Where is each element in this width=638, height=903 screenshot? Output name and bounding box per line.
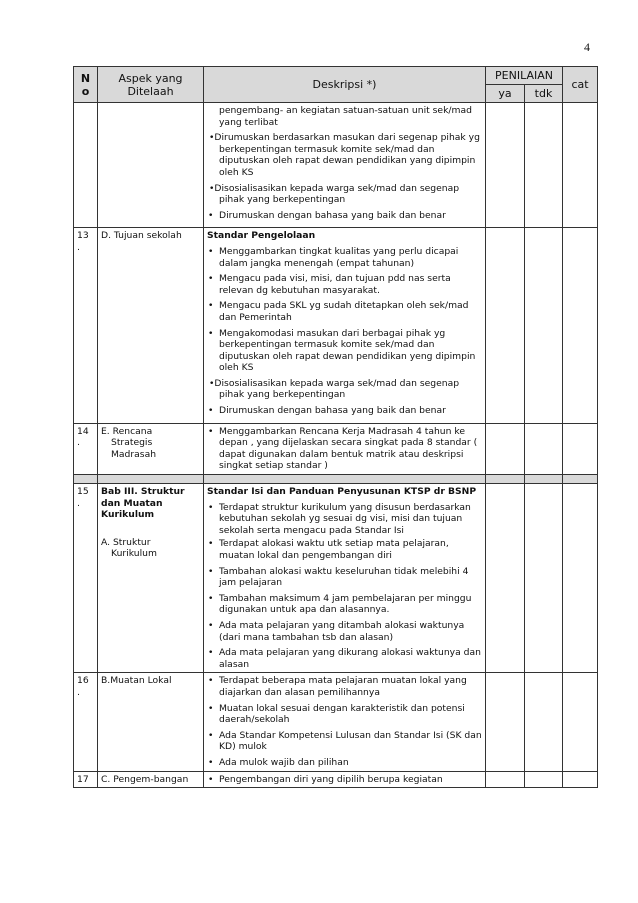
bullet-icon: • bbox=[208, 405, 214, 417]
cell-no: 13 . bbox=[74, 228, 98, 423]
bullet-list bbox=[207, 132, 482, 221]
list-item: • Mengacu pada SKL yg sudah ditetapkan oleh sek/mad dan Pemerintah bbox=[208, 300, 469, 323]
list-item: • Menggambarkan Rencana Kerja Madrasah 4 tahun ke depan , yang dijelaskan secara singkat pada 8 standar ( dapat digunakan dalam bentuk matrik atau deskripsi singkat setiap standar ) bbox=[208, 425, 478, 472]
cell-tdk[interactable] bbox=[525, 228, 563, 423]
bullet-icon: • bbox=[209, 182, 215, 194]
cell-deskripsi bbox=[204, 423, 486, 474]
list-item: • Ada mulok wajib dan pilihan bbox=[208, 756, 349, 768]
list-item: • Tambahan maksimum 4 jam pembelajaran per minggu digunakan untuk apa dan alasannya. bbox=[208, 592, 472, 616]
cell-ya[interactable] bbox=[486, 673, 525, 771]
cell-no: 17 bbox=[74, 771, 98, 788]
continued-text: pengembang- an kegiatan satuan-satuan unit sek/mad yang terlibat bbox=[219, 105, 472, 128]
bullet-icon: • bbox=[208, 209, 214, 221]
table-row bbox=[74, 423, 598, 474]
cell-aspek bbox=[98, 484, 204, 673]
section-heading: Standar Pengelolaan bbox=[207, 230, 316, 242]
bullet-icon: • bbox=[208, 565, 214, 577]
list-item: • Ada mata pelajaran yang ditambah alokasi waktunya (dari mana tambahan tsb dan alasan) bbox=[208, 619, 465, 643]
bullet-icon: • bbox=[208, 501, 214, 513]
aspek-line: Madrasah bbox=[111, 448, 157, 460]
cell-ya[interactable] bbox=[486, 484, 525, 673]
cell-cat[interactable] bbox=[563, 228, 598, 423]
header-no: N o bbox=[74, 67, 98, 103]
separator-cell bbox=[486, 475, 525, 484]
cell-aspek: B.Muatan Lokal bbox=[98, 673, 204, 771]
list-item: •Disosialisasikan kepada warga sek/mad dan segenap pihak yang berkepentingan bbox=[209, 182, 460, 206]
bullet-list bbox=[207, 246, 482, 417]
aspek-line: Kurikulum bbox=[111, 548, 157, 560]
bullet-icon: • bbox=[208, 756, 214, 768]
table-row bbox=[74, 673, 598, 771]
cell-ya[interactable] bbox=[486, 103, 525, 228]
list-item: • Terdapat alokasi waktu utk setiap mata pelajaran, muatan lokal dan pengembangan diri bbox=[208, 538, 449, 561]
list-item: • Muatan lokal sesuai dengan karakteristik dan potensi daerah/sekolah bbox=[208, 702, 465, 726]
header-tdk: tdk bbox=[525, 85, 563, 103]
cell-cat[interactable] bbox=[563, 103, 598, 228]
bullet-list bbox=[207, 675, 482, 768]
list-item: • Ada Standar Kompetensi Lulusan dan Standar Isi (SK dan KD) mulok bbox=[208, 729, 482, 753]
cell-deskripsi bbox=[204, 771, 486, 788]
cell-deskripsi bbox=[204, 673, 486, 771]
bullet-icon: • bbox=[208, 273, 214, 285]
bullet-icon: • bbox=[208, 729, 214, 741]
bullet-icon: • bbox=[209, 132, 215, 144]
table-row bbox=[74, 103, 598, 228]
cell-tdk[interactable] bbox=[525, 484, 563, 673]
bullet-icon: • bbox=[208, 647, 214, 659]
list-item: • Mengakomodasi masukan dari berbagai pihak yg berkepentingan termasuk komite sek/mad dan diputuskan oleh rapat dewan pendidikan yeng dipimpin oleh KS bbox=[208, 327, 476, 374]
list-item: • Dirumuskan dengan bahasa yang baik dan benar bbox=[208, 209, 446, 221]
list-item: • Terdapat beberapa mata pelajaran muatan lokal yang diajarkan dan alasan pemilihannya bbox=[208, 675, 467, 698]
cell-cat[interactable] bbox=[563, 423, 598, 474]
bullet-list bbox=[207, 774, 482, 786]
cell-deskripsi bbox=[204, 103, 486, 228]
cell-no: 15 . bbox=[74, 484, 98, 673]
bullet-icon: • bbox=[208, 773, 214, 785]
table-row bbox=[74, 228, 598, 423]
cell-aspek bbox=[98, 423, 204, 474]
bullet-icon: • bbox=[208, 675, 214, 687]
cell-no: 16 . bbox=[74, 673, 98, 771]
cell-ya[interactable] bbox=[486, 228, 525, 423]
cell-aspek: D. Tujuan sekolah bbox=[98, 228, 204, 423]
cell-aspek bbox=[98, 103, 204, 228]
cell-deskripsi bbox=[204, 228, 486, 423]
cell-no: 14 . bbox=[74, 423, 98, 474]
list-item: • Dirumuskan dengan bahasa yang baik dan benar bbox=[208, 405, 446, 417]
separator-cell bbox=[563, 475, 598, 484]
list-item: • Mengacu pada visi, misi, dan tujuan pdd nas serta relevan dg kebutuhan masyarakat. bbox=[208, 273, 451, 296]
bullet-icon: • bbox=[208, 327, 214, 339]
cell-ya[interactable] bbox=[486, 771, 525, 788]
section-heading: Standar Isi dan Panduan Penyusunan KTSP dr BSNP bbox=[207, 486, 477, 498]
header-deskripsi: Deskripsi *) bbox=[204, 67, 486, 103]
bullet-icon: • bbox=[208, 300, 214, 312]
aspek-line: E. Rencana bbox=[101, 425, 153, 437]
cell-aspek: C. Pengem-bangan bbox=[98, 771, 204, 788]
list-item: • Ada mata pelajaran yang dikurang alokasi waktunya dan alasan bbox=[208, 647, 481, 670]
header-ya: ya bbox=[486, 85, 525, 103]
evaluation-table bbox=[73, 66, 598, 788]
cell-cat[interactable] bbox=[563, 771, 598, 788]
header-aspek: Aspek yang Ditelaah bbox=[98, 67, 204, 103]
aspek-line: Strategis bbox=[111, 437, 153, 449]
cell-cat[interactable] bbox=[563, 673, 598, 771]
bullet-icon: • bbox=[208, 702, 214, 714]
list-item: • Terdapat struktur kurikulum yang disusun berdasarkan kebutuhan sekolah yg sesuai dg visi, misi dan tujuan sekolah serta mengacu pada Standar Isi bbox=[208, 501, 471, 536]
cell-tdk[interactable] bbox=[525, 423, 563, 474]
header-cat: cat bbox=[563, 67, 598, 103]
cell-deskripsi bbox=[204, 484, 486, 673]
bullet-icon: • bbox=[208, 592, 214, 604]
table-row bbox=[74, 484, 598, 673]
cell-no bbox=[74, 103, 98, 228]
bullet-icon: • bbox=[208, 245, 214, 257]
bullet-icon: • bbox=[208, 619, 214, 631]
bullet-icon: • bbox=[209, 377, 215, 389]
header-row bbox=[74, 67, 598, 85]
list-item: • Tambahan alokasi waktu keseluruhan tidak melebihi 4 jam pelajaran bbox=[208, 565, 469, 589]
chapter-title: Bab III. Struktur dan Muatan Kurikulum bbox=[101, 486, 185, 521]
separator-cell bbox=[525, 475, 563, 484]
separator-row bbox=[74, 475, 598, 484]
page-number: 4 bbox=[584, 40, 590, 54]
table-row bbox=[74, 771, 598, 788]
list-item: •Disosialisasikan kepada warga sek/mad dan segenap pihak yang berkepentingan bbox=[209, 377, 460, 401]
bullet-list bbox=[207, 426, 482, 472]
list-item: •Dirumuskan berdasarkan masukan dari segenap pihak yg berkepentingan termasuk komite sek/mad dan diputuskan oleh rapat dewan pendidikan yang dipimpin oleh KS bbox=[209, 132, 480, 178]
separator-cell bbox=[98, 475, 204, 484]
aspek-line: A. Struktur bbox=[101, 536, 151, 548]
cell-tdk[interactable] bbox=[525, 771, 563, 788]
bullet-list bbox=[207, 502, 482, 671]
bullet-icon: • bbox=[208, 538, 214, 550]
cell-tdk[interactable] bbox=[525, 103, 563, 228]
cell-cat[interactable] bbox=[563, 484, 598, 673]
header-penilaian: PENILAIAN bbox=[486, 67, 563, 85]
list-item: • Menggambarkan tingkat kualitas yang perlu dicapai dalam jangka menengah (empat tahunan) bbox=[208, 245, 459, 269]
list-item: • Pengembangan diri yang dipilih berupa kegiatan bbox=[208, 773, 443, 785]
cell-tdk[interactable] bbox=[525, 673, 563, 771]
cell-ya[interactable] bbox=[486, 423, 525, 474]
bullet-icon: • bbox=[208, 425, 214, 437]
separator-cell bbox=[74, 475, 98, 484]
separator-cell bbox=[204, 475, 486, 484]
